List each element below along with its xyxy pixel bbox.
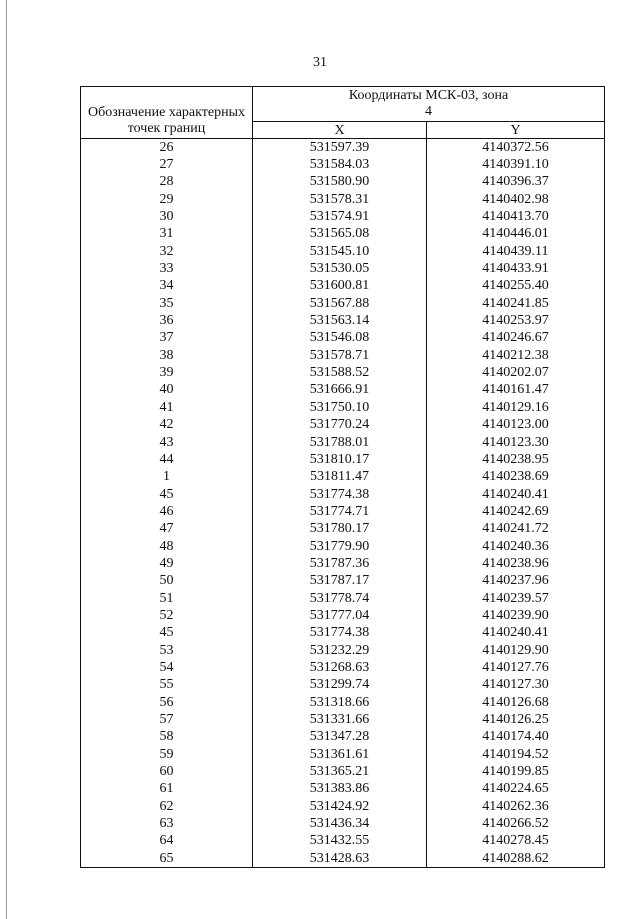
y-coordinate-cell: 4140396.37 [427,174,605,191]
point-cell: 40 [81,382,253,399]
x-coordinate-cell: 531545.10 [253,243,427,260]
table-row [81,677,605,694]
table-row [81,174,605,191]
y-coordinate-cell: 4140413.70 [427,208,605,225]
point-cell: 44 [81,451,253,468]
table-row [81,538,605,555]
table-row [81,746,605,763]
point-cell: 48 [81,538,253,555]
y-coordinate-cell: 4140391.10 [427,156,605,173]
point-cell: 43 [81,434,253,451]
table-row [81,434,605,451]
point-cell: 35 [81,295,253,312]
page-number: 31 [313,55,327,70]
point-cell: 61 [81,781,253,798]
table-row [81,208,605,225]
table-row [81,798,605,815]
x-coordinate-cell: 531578.71 [253,347,427,364]
table-row [81,833,605,850]
y-coordinate-cell: 4140212.38 [427,347,605,364]
x-coordinate-cell: 531567.88 [253,295,427,312]
point-cell: 45 [81,486,253,503]
x-coordinate-cell: 531424.92 [253,798,427,815]
point-cell: 31 [81,226,253,243]
point-cell: 41 [81,399,253,416]
table-row [81,607,605,624]
y-coordinate-cell: 4140239.57 [427,590,605,607]
point-cell: 53 [81,642,253,659]
point-cell: 1 [81,469,253,486]
table-row [81,382,605,399]
table-row [81,573,605,590]
y-coordinate-cell: 4140372.56 [427,139,605,157]
y-coordinate-cell: 4140262.36 [427,798,605,815]
y-coordinate-cell: 4140239.90 [427,607,605,624]
x-coordinate-cell: 531361.61 [253,746,427,763]
y-coordinate-cell: 4140266.52 [427,815,605,832]
point-cell: 27 [81,156,253,173]
point-cell: 56 [81,694,253,711]
x-coordinate-cell: 531232.29 [253,642,427,659]
x-coordinate-cell: 531331.66 [253,711,427,728]
table-row [81,364,605,381]
y-coordinate-cell: 4140126.25 [427,711,605,728]
x-coordinate-cell: 531530.05 [253,260,427,277]
x-coordinate-cell: 531432.55 [253,833,427,850]
x-coordinate-cell: 531597.39 [253,139,427,157]
x-coordinate-cell: 531810.17 [253,451,427,468]
x-coordinate-cell: 531383.86 [253,781,427,798]
x-coordinate-cell: 531777.04 [253,607,427,624]
x-coordinate-cell: 531600.81 [253,278,427,295]
point-cell: 30 [81,208,253,225]
table-row [81,486,605,503]
point-cell: 47 [81,521,253,538]
table-row [81,642,605,659]
x-coordinate-cell: 531574.91 [253,208,427,225]
x-coordinate-cell: 531780.17 [253,521,427,538]
coordinates-table [80,86,605,868]
point-cell: 64 [81,833,253,850]
table-row [81,850,605,868]
table-row [81,312,605,329]
x-coordinate-cell: 531299.74 [253,677,427,694]
point-cell: 50 [81,573,253,590]
x-coordinate-cell: 531580.90 [253,174,427,191]
x-coordinate-cell: 531811.47 [253,469,427,486]
x-coordinate-cell: 531750.10 [253,399,427,416]
table-row [81,295,605,312]
x-coordinate-cell: 531774.38 [253,625,427,642]
point-cell: 59 [81,746,253,763]
table-row [81,330,605,347]
point-cell: 34 [81,278,253,295]
point-cell: 55 [81,677,253,694]
table-row [81,763,605,780]
y-coordinate-cell: 4140433.91 [427,260,605,277]
y-coordinate-cell: 4140446.01 [427,226,605,243]
table-row [81,694,605,711]
point-cell: 45 [81,625,253,642]
x-coordinate-cell: 531347.28 [253,729,427,746]
x-coordinate-cell: 531428.63 [253,850,427,868]
point-cell: 29 [81,191,253,208]
table-body [81,139,605,868]
y-coordinate-cell: 4140238.69 [427,469,605,486]
table-row [81,226,605,243]
x-coordinate-cell: 531770.24 [253,417,427,434]
table-row [81,503,605,520]
table-row [81,243,605,260]
x-coordinate-cell: 531584.03 [253,156,427,173]
y-coordinate-cell: 4140240.41 [427,486,605,503]
y-coordinate-cell: 4140238.96 [427,555,605,572]
table-row [81,659,605,676]
x-coordinate-cell: 531774.38 [253,486,427,503]
y-coordinate-cell: 4140126.68 [427,694,605,711]
y-coordinate-cell: 4140241.72 [427,521,605,538]
y-coordinate-cell: 4140224.65 [427,781,605,798]
table-row [81,521,605,538]
header-coordinates: Координаты МСК-03, зона 4 [253,87,605,122]
table-row [81,191,605,208]
y-coordinate-cell: 4140402.98 [427,191,605,208]
table-row [81,729,605,746]
point-cell: 57 [81,711,253,728]
x-coordinate-cell: 531268.63 [253,659,427,676]
y-coordinate-cell: 4140278.45 [427,833,605,850]
table-row [81,417,605,434]
table-row [81,399,605,416]
x-coordinate-cell: 531436.34 [253,815,427,832]
y-coordinate-cell: 4140253.97 [427,312,605,329]
y-coordinate-cell: 4140237.96 [427,573,605,590]
y-coordinate-cell: 4140202.07 [427,364,605,381]
x-coordinate-cell: 531318.66 [253,694,427,711]
point-cell: 37 [81,330,253,347]
point-cell: 60 [81,763,253,780]
scan-edge-line [6,0,7,919]
point-cell: 62 [81,798,253,815]
x-coordinate-cell: 531666.91 [253,382,427,399]
point-cell: 54 [81,659,253,676]
y-coordinate-cell: 4140439.11 [427,243,605,260]
y-coordinate-cell: 4140129.16 [427,399,605,416]
point-cell: 46 [81,503,253,520]
y-coordinate-cell: 4140246.67 [427,330,605,347]
y-coordinate-cell: 4140127.30 [427,677,605,694]
x-coordinate-cell: 531588.52 [253,364,427,381]
y-coordinate-cell: 4140161.47 [427,382,605,399]
table-row [81,156,605,173]
table-row [81,625,605,642]
y-coordinate-cell: 4140240.36 [427,538,605,555]
x-coordinate-cell: 531787.17 [253,573,427,590]
y-coordinate-cell: 4140240.41 [427,625,605,642]
point-cell: 33 [81,260,253,277]
table-row [81,139,605,157]
point-cell: 38 [81,347,253,364]
point-cell: 39 [81,364,253,381]
table-row [81,711,605,728]
x-coordinate-cell: 531578.31 [253,191,427,208]
header-y: Y [427,122,605,139]
y-coordinate-cell: 4140123.00 [427,417,605,434]
table-row [81,451,605,468]
header-x: X [253,122,427,139]
x-coordinate-cell: 531774.71 [253,503,427,520]
y-coordinate-cell: 4140241.85 [427,295,605,312]
y-coordinate-cell: 4140255.40 [427,278,605,295]
y-coordinate-cell: 4140238.95 [427,451,605,468]
x-coordinate-cell: 531546.08 [253,330,427,347]
y-coordinate-cell: 4140199.85 [427,763,605,780]
point-cell: 58 [81,729,253,746]
table-row [81,555,605,572]
x-coordinate-cell: 531778.74 [253,590,427,607]
point-cell: 32 [81,243,253,260]
y-coordinate-cell: 4140194.52 [427,746,605,763]
y-coordinate-cell: 4140288.62 [427,850,605,868]
table-row [81,347,605,364]
point-cell: 42 [81,417,253,434]
point-cell: 26 [81,139,253,157]
point-cell: 36 [81,312,253,329]
table-row [81,260,605,277]
table-row [81,815,605,832]
y-coordinate-cell: 4140123.30 [427,434,605,451]
x-coordinate-cell: 531365.21 [253,763,427,780]
y-coordinate-cell: 4140242.69 [427,503,605,520]
x-coordinate-cell: 531787.36 [253,555,427,572]
y-coordinate-cell: 4140129.90 [427,642,605,659]
header-designation: Обозначение характерных точек границ [81,87,253,139]
x-coordinate-cell: 531788.01 [253,434,427,451]
point-cell: 28 [81,174,253,191]
table-row [81,469,605,486]
y-coordinate-cell: 4140127.76 [427,659,605,676]
point-cell: 63 [81,815,253,832]
y-coordinate-cell: 4140174.40 [427,729,605,746]
point-cell: 52 [81,607,253,624]
x-coordinate-cell: 531565.08 [253,226,427,243]
point-cell: 65 [81,850,253,868]
table-row [81,781,605,798]
point-cell: 51 [81,590,253,607]
x-coordinate-cell: 531563.14 [253,312,427,329]
point-cell: 49 [81,555,253,572]
x-coordinate-cell: 531779.90 [253,538,427,555]
table-row [81,278,605,295]
table-row [81,590,605,607]
